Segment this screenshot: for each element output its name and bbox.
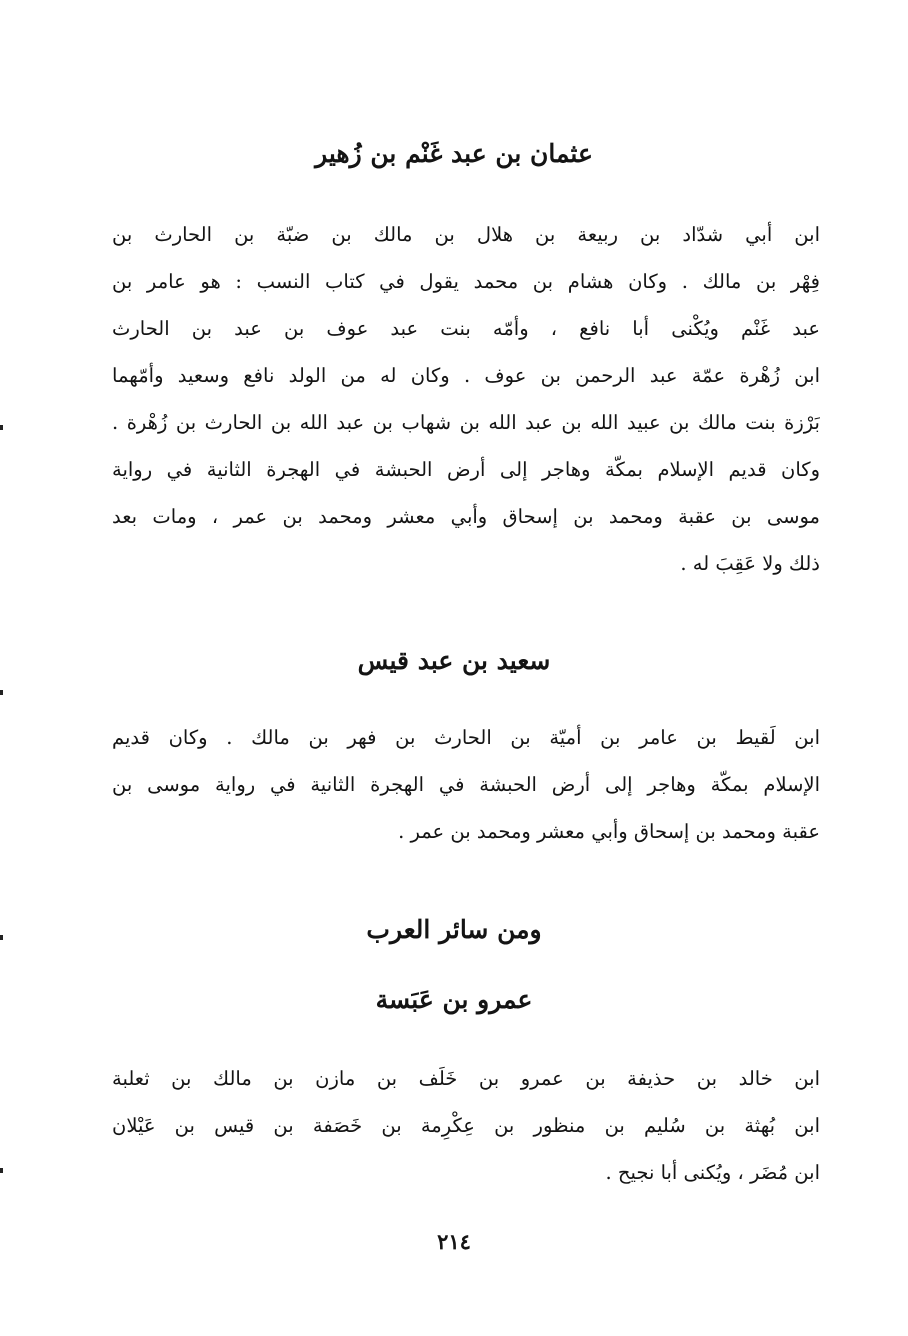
scan-edge-mark [0,1168,3,1173]
text-line: موسى بن عقبة ومحمد بن إسحاق وأبي معشر ومحمد بن عمر ، ومات بعد [112,505,820,528]
section-title-amr: عمرو بن عَبَسة [375,985,533,1014]
section-title-said: سعيد بن عبد قيس [357,646,551,675]
page-number: ٢١٤ [437,1229,471,1254]
text-line: وكان قديم الإسلام بمكّة وهاجر إلى أرض الحبشة في الهجرة الثانية في رواية [112,458,820,481]
text-line: فِهْر بن مالك . وكان هشام بن محمد يقول في كتاب النسب : هو عامر بن [112,270,820,293]
text-line: ابن زُهْرة عمّة عبد الرحمن بن عوف . وكان له من الولد نافع وسعيد وأمّهما [112,364,820,387]
text-line: ابن مُضَر ، ويُكنى أبا نجيح . [605,1161,820,1184]
scan-edge-mark [0,935,3,940]
section-body-said [112,714,820,855]
group-heading-other-arabs: ومن سائر العرب [366,915,542,944]
text-line: ابن خالد بن حذيفة بن عمرو بن خَلَف بن مازن بن مالك بن ثعلبة [112,1067,820,1090]
section-body-uthman [112,211,820,587]
text-line: ابن أبي شدّاد بن ربيعة بن هلال بن مالك بن ضبّة بن الحارث بن [112,223,820,246]
text-line: ذلك ولا عَقِبَ له . [680,552,820,575]
text-line: ابن بُهثة بن سُليم بن منظور بن عِكْرِمة بن خَصَفة بن قيس بن عَيْلان [112,1114,820,1137]
scan-edge-mark [0,690,3,695]
text-line: الإسلام بمكّة وهاجر إلى أرض الحبشة في الهجرة الثانية في رواية موسى بن [112,773,820,796]
text-line: بَرْزة بنت مالك بن عبيد الله بن عبد الله بن شهاب بن عبد الله بن الحارث بن زُهْرة . [112,411,820,434]
text-line: عبد غَنْم ويُكْنى أبا نافع ، وأمّه بنت عبد عوف بن عبد بن الحارث [112,317,820,340]
section-title-uthman: عثمان بن عبد غَنْم بن زُهير [315,139,593,168]
text-line: ابن لَقيط بن عامر بن أميّة بن الحارث بن فهر بن مالك . وكان قديم [112,726,820,749]
scan-edge-mark [0,425,3,430]
text-line: عقبة ومحمد بن إسحاق وأبي معشر ومحمد بن عمر . [398,820,820,843]
section-body-amr [112,1055,820,1196]
